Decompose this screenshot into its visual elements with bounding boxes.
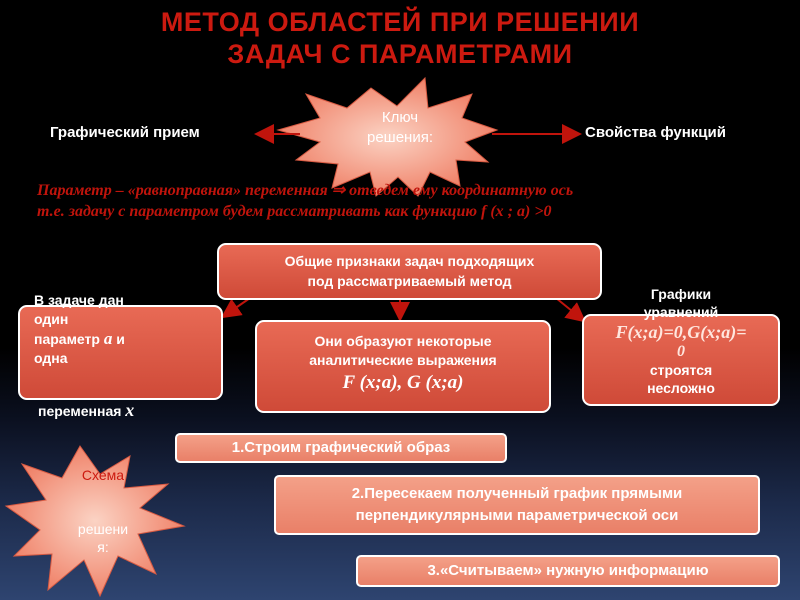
right-formula-1: F(x;a)=0,G(x;a)= xyxy=(615,322,747,342)
left-line-5-text: переменная xyxy=(38,403,122,419)
step-3-box xyxy=(356,555,780,587)
scheme-star-text xyxy=(48,466,158,556)
arrow-to-right-box xyxy=(556,298,583,320)
right-line-3: строятся xyxy=(649,362,713,378)
parameter-line-1: Параметр – «равноправная» переменная ⇒ отведем ему координатную ось xyxy=(37,182,574,199)
scheme-line-1: Схема xyxy=(81,467,125,483)
left-label: Графический прием xyxy=(50,124,200,141)
parameter-variable: a xyxy=(103,329,113,348)
parameter-text xyxy=(37,180,573,222)
common-line-2: под рассматриваемый метод xyxy=(307,273,512,289)
key-star-line-1: Ключ xyxy=(381,109,419,126)
middle-line-1: Они образуют некоторые xyxy=(314,333,492,349)
right-line-4: несложно xyxy=(647,380,715,396)
variable-x: x xyxy=(125,400,135,420)
left-line-3 xyxy=(34,329,125,349)
left-line-1: В задаче дан xyxy=(34,292,124,308)
key-star-line-2: решения: xyxy=(366,129,433,146)
scheme-line-2: решени xyxy=(77,521,129,537)
left-line-2: один xyxy=(34,311,69,327)
key-star-text xyxy=(335,108,465,148)
step-2-line-2: перпендикулярными параметрической оси xyxy=(355,507,679,524)
left-line-3-tail: и xyxy=(116,331,125,347)
right-line-1: Графики xyxy=(650,286,712,302)
common-features-box xyxy=(217,243,602,300)
right-line-2: уравнений xyxy=(643,304,719,320)
title-line-1: МЕТОД ОБЛАСТЕЙ ПРИ РЕШЕНИИ xyxy=(160,7,640,37)
scheme-line-3: я: xyxy=(97,539,109,555)
arrow-to-left-box xyxy=(224,298,250,316)
step-2-line-1: 2.Пересекаем полученный график прямыми xyxy=(351,485,683,502)
step-2-box xyxy=(274,475,760,535)
right-formula-2: 0 xyxy=(677,343,685,360)
parameter-line-2: т.е. задачу с параметром будем рассматривать как функцию f (x ; a) >0 xyxy=(37,203,552,220)
left-condition-text xyxy=(34,291,125,368)
middle-formula: F (x;a), G (x;a) xyxy=(342,372,464,393)
middle-line-2: аналитические выражения xyxy=(309,352,497,368)
left-line-4: одна xyxy=(34,350,68,366)
step-3-text: 3.«Считываем» нужную информацию xyxy=(427,562,709,579)
step-1-text: 1.Строим графический образ xyxy=(231,439,451,456)
step-1-box xyxy=(175,433,507,463)
right-graphs-text xyxy=(582,285,780,397)
middle-expressions-box xyxy=(255,320,551,413)
left-line-3-text: параметр xyxy=(34,331,100,347)
common-line-1: Общие признаки задач подходящих xyxy=(284,253,535,269)
left-line-5 xyxy=(38,400,134,421)
title-line-2: ЗАДАЧ С ПАРАМЕТРАМИ xyxy=(227,39,573,69)
right-label: Свойства функций xyxy=(585,124,726,141)
